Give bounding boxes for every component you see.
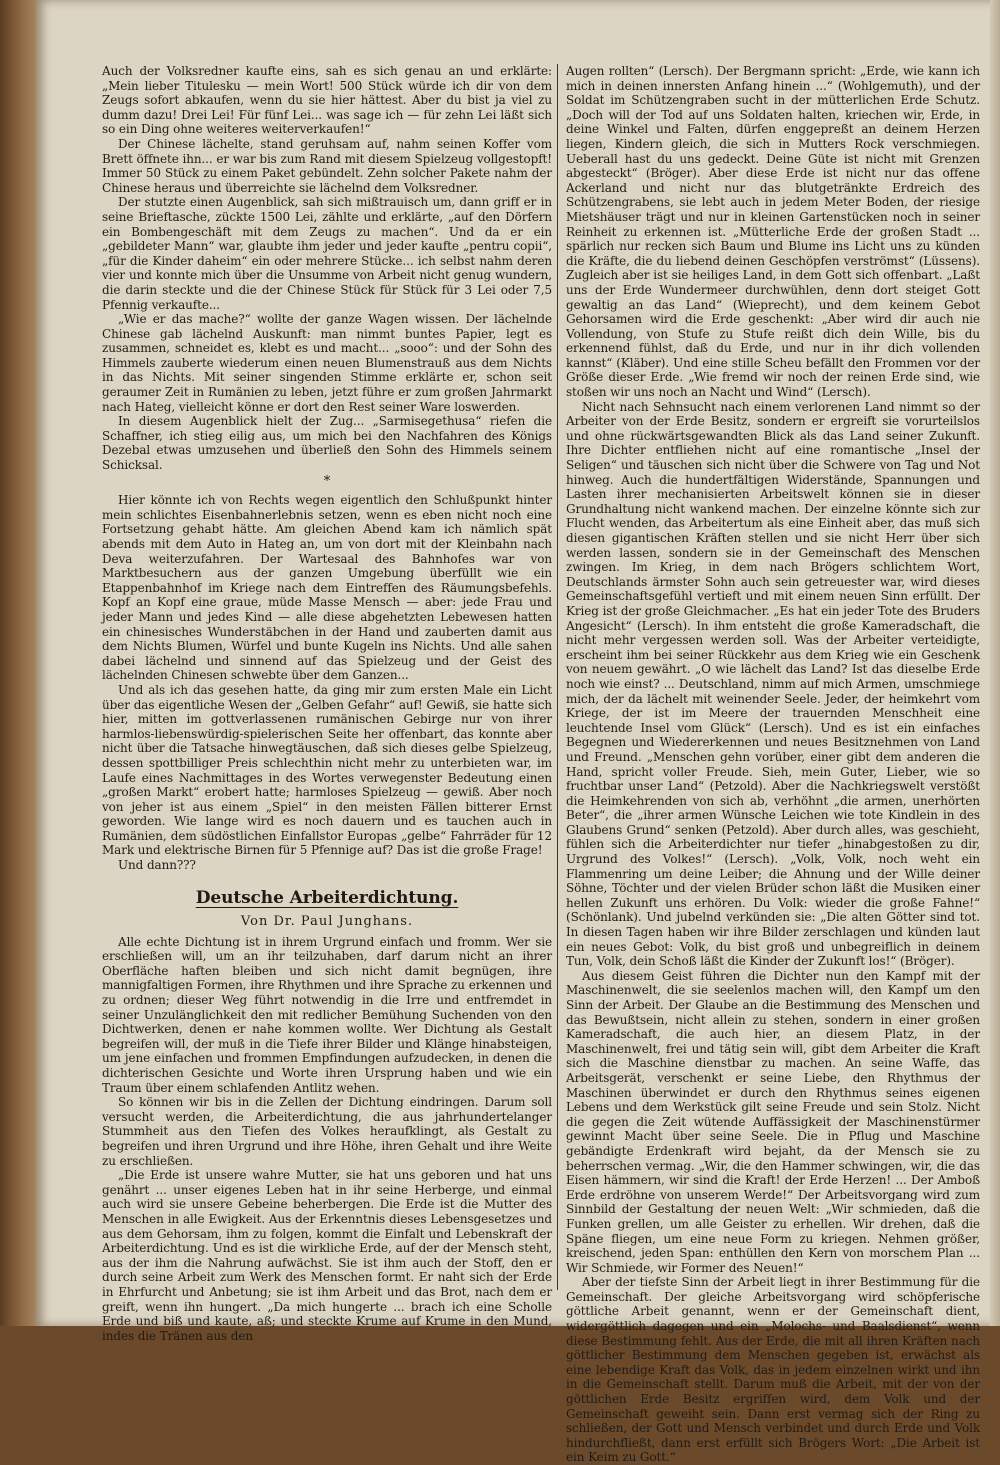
paragraph: Aus diesem Geist führen die Dichter nun den Kampf mit der Maschinenwelt, die sie seelenlos machen will, den Kampf um den Sinn der Arbeit. Der Glaube an die Bestimmung des Menschen und das Bewußtsein, nicht allein zu stehen, sondern in einer großen Kameradschaft, die auch hier, an diesem Platz, in der Maschinenwelt, frei und tätig sein will, gibt dem Arbeiter die Kraft sich die Maschine dienstbar zu machen. An seine Waffe, das Arbeitsgerät, verschenkt er seine Liebe, den Rhythmus der Maschinen überwindet er durch den Rhythmus seines eigenen Lebens und dem Werkstück gilt seine Freude und sein Stolz. Nicht die gegen die Zeit wütende Auffässigkeit der Maschinenstürmer gewinnt Macht über seine Seele. Die in Pflug und Maschine gebändigte Erdenkraft wird bejaht, da der Mensch sie zu beherrschen vermag. „Wir, die den Hammer schwingen, wir, die das Eisen hämmern, wir sind die Kraft! der Erde Herzen! ... Der Amboß Erde erdröhne von unserem Werde!“ Der Arbeitsvorgang wird zum Sinnbild der Gestaltung der neuen Welt: „Wir schmieden, daß die Funken grellen, um alle Geister zu erhellen. Wir drehen, daß die Späne fliegen, um eine neue Form zu kriegen. Nehmen größer, kreischend, jeden Span: enthüllen den Kern von morschem Plan ... Wir Schmiede, wir Former des Neuen!“ [566, 968, 980, 1275]
paragraph: Der Chinese lächelte, stand geruhsam auf, nahm seinen Koffer vom Brett öffnete ihn... er war bis zum Rand mit diesem Spielzeug vollgestopft! Immer 50 Stück zu einem Paket gebündelt. Zehn solcher Pakete nahm der Chinese heraus und überreichte sie lächelnd dem Volksredner. [102, 136, 552, 195]
paragraph: Alle echte Dichtung ist in ihrem Urgrund einfach und fromm. Wer sie erschließen will, um an ihr teilzuhaben, darf darum nicht an ihrer Oberfläche haften bleiben und sich nicht damit begnügen, ihre mannigfaltigen Formen, ihre Rhythmen und ihre Sprache zu erkennen und zu ordnen; dieser Weg führt notwendig in die Irre und entfremdet in seiner Unzulänglichkeit den mit redlicher Bemühung Suchenden von den Dichtwerken, denen er nahe kommen wollte. Wer Dichtung als Gestalt begreifen will, der muß in die Tiefe ihrer Bilder und Klänge hinabsteigen, um jene einfachen und frommen Empfindungen aufzudecken, in denen die dichterischen Gesichte und Worte ihren Ursprung haben und wie ein Traum über einem schlafenden Antlitz wehen. [102, 934, 552, 1095]
paragraph: Der stutzte einen Augenblick, sah sich mißtrauisch um, dann griff er in seine Brieftasche, zückte 1500 Lei, zählte und erklärte, „auf den Dörfern ein Bombengeschäft mit dem Zeugs zu machen“. Und da er ein „gebildeter Mann“ war, glaubte ihm jeder und jeder kaufte „pentru copii“, „für die Kinder daheim“ ein oder mehrere Stücke... ich selbst nahm deren vier und konnte mich über die Unsumme von Arbeit nicht genug wundern, die darin steckte und die der Chinese Stück für Stück für 3 Lei oder 7,5 Pfennig verkaufte... [102, 195, 552, 312]
right-column [566, 64, 980, 1465]
paragraph: Nicht nach Sehnsucht nach einem verlorenen Land nimmt so der Arbeiter von der Erde Besitz, sondern er ergreift sie vorurteilslos und ohne rückwärtsgewandten Blick als das Land seiner Zukunft. Ihre Dichter entfliehen nicht auf eine romantische „Insel der Seligen“ und täuschen sich nicht über die Schwere von Tag und Not hinweg. Auch die hundertfältigen Widerstände, Spannungen und Lasten ihrer mechanisierten Arbeitswelt können sie in dieser Grundhaltung nicht wankend machen. Der einzelne könnte sich zur Flucht wenden, das Arbeitertum als eine Einheit aber, das muß sich diesen gigantischen Kräften stellen und sie nicht Herr über sich werden lassen, sondern sie in der Gemeinschaft des Menschen zwingen. Im Krieg, in dem nach Brögers schlichtem Wort, Deutschlands ärmster Sohn auch sein getreuester war, wird dieses Gemeinschaftsgefühl vertieft und mit einem neuen Sinn erfüllt. Der Krieg ist der große Gleichmacher. „Es hat ein jeder Tote des Bruders Angesicht“ (Lersch). In ihm entsteht die große Kameradschaft, die nicht mehr vergessen werden soll. Was der Arbeiter verteidigte, erscheint ihm bei seiner Rückkehr aus dem Krieg wie ein Geschenk von neuem gewährt. „O wie lächelt das Land? Ist das dieselbe Erde noch wie einst? ... Deutschland, nimm auf mich Armen, umschmiege mich, der da lächelt mit weinender Seele. Jeder, der heimkehrt vom Kriege, der ist im Meere der trauernden Menschheit eine leuchtende Insel vom Glück“ (Lersch). Und es ist ein einfaches Begegnen und Wiedererkennen und neues Besitznehmen von Land und Freund. „Menschen gehn vorüber, einer gibt dem anderen die Hand, spricht voller Freude. Sieh, mein Guter, Lieber, wie so fruchtbar unser Land“ (Petzold). Aber die Nachkriegswelt verstößt die Heimkehrenden von sich ab, verhöhnt „die armen, unerhörten Beter“, die „ihrer armen Wünsche Leichen wie tote Kindlein in des Glaubens Grund“ senken (Petzold). Aber durch alles, was geschieht, fühlen sich die Arbeiterdichter nur tiefer „hinabgestoßen zu dir, Urgrund des Volkes!“ (Lersch). „Volk, Volk, noch weht ein Flammenring um deine Leiber; die Ahnung und der Wille deiner Söhne, Töchter und der vielen Brüder schon läßt die Musiken einer hellen Zukunft uns erhören. Du Volk: wieder die große Fahne!“ (Schönlank). Und jubelnd verkünden sie: „Die alten Götter sind tot. In diesen Tagen haben wir ihre Bilder zerschlagen und künden laut ein neues Gebot: Volk, du bist groß und unbegreiflich in deinem Tun, Volk, dein Schoß läßt die Kinder der Zukunft los!“ (Bröger). [566, 399, 980, 969]
paragraph: So können wir bis in die Zellen der Dichtung eindringen. Darum soll versucht werden, die Arbeiterdichtung, die aus jahrhundertelanger Stummheit aus den Tiefen des Volkes heraufklingt, als Gestalt zu begreifen und ihren Urgrund und ihre Höhe, ihren Gehalt und ihre Weite zu erschließen. [102, 1095, 552, 1168]
paragraph: Und als ich das gesehen hatte, da ging mir zum ersten Male ein Licht über das eigentliche Wesen der „Gelben Gefahr“ auf! Gewiß, sie hatte sich hier, mitten im gottverlassenen rumänischen Gebirge nur von ihrer harmlos-liebenswürdig-spielerischen Seite her offenbart, das konnte aber nicht über die Tatsache hinwegtäuschen, daß sich dieses gelbe Spielzeug, dessen spottbilliger Preis schlechthin nicht mehr zu unterbieten war, im Laufe eines Nachmittages in des Wortes verwegenster Bedeutung einen „großen Markt“ erobert hatte; harmloses Spielzeug — gewiß. Aber noch von jeher ist aus einem „Spiel“ in den meisten Fällen bitterer Ernst geworden. Wie lange wird es noch dauern und es tauchen auch in Rumänien, dem südöstlichen Einfallstor Europas „gelbe“ Fahrräder für 12 Mark und elektrische Birnen für 5 Pfennige auf? Das ist die große Frage! [102, 682, 552, 858]
left-column [102, 64, 552, 1343]
book-binding [0, 0, 36, 1326]
paragraph: Auch der Volksredner kaufte eins, sah es sich genau an und erklärte: „Mein lieber Titulesku — mein Wort! 500 Stück würde ich dir von dem Zeugs sofort abkaufen, wenn du sie hier hättest. Aber du bist ja viel zu dumm dazu! Drei Lei! Für fünf Lei... was sage ich — für zehn Lei läßt sich so ein Ding ohne weiteres weiterverkaufen!“ [102, 64, 552, 137]
page-edge [990, 0, 1000, 1326]
closing-line: Und dann??? [118, 858, 196, 873]
paragraph: Aber der tiefste Sinn der Arbeit liegt in ihrer Bestimmung für die Gemeinschaft. Der gleiche Arbeitsvorgang wird schöpferische göttliche Arbeit genannt, wenn er der Gemeinschaft dient, widergöttlich dagegen und ein „Molochs- und Baalsdienst“, wenn diese Bestimmung fehlt. Aus der Erde, die mit all ihren Kräften nach göttlicher Bestimmung dem Menschen gegeben ist, erwächst als eine lebendige Kraft das Volk, das in jedem einzelnen wirkt und ihn in die Gemeinschaft stellt. Darum muß die Arbeit, mit der von der göttlichen Erde Besitz ergriffen wird, dem Volk und der Gemeinschaft geweiht sein. Dann erst vermag sich der Ring zu schließen, der Gott und Mensch verbindet und durch Erde und Volk hindurchfließt, dann erst erfüllt sich Brögers Wort: „Die Arbeit ist ein Keim zu Gott.“ [566, 1275, 980, 1465]
paragraph: Hier könnte ich von Rechts wegen eigentlich den Schlußpunkt hinter mein schlichtes Eisenbahnerlebnis setzen, wenn es eben nicht noch eine Fortsetzung gehabt hätte. Am gleichen Abend kam ich nämlich spät abends mit dem Auto in Hateg an, um von dort mit der Kleinbahn nach Deva weiterzufahren. Der Wartesaal des Bahnhofes war von Marktbesuchern aus der ganzen Umgebung überfüllt wie ein Etappenbahnhof im Kriege nach dem Eintreffen des Räumungsbefehls. Kopf an Kopf eine graue, müde Masse Mensch — aber: jede Frau und jeder Mann und jedes Kind — alle diese abgehetzten Lebewesen hatten ein chinesisches Wunderstäbchen in der Hand und zauberten damit aus dem Nichts Blumen, Würfel und bunte Kugeln ins Nichts. Und alle sahen dabei lächelnd und sinnend auf das Spielzeug und der Geist des lächelnden Chinesen schwebte über dem Ganzen... [102, 493, 552, 683]
article-title: Deutsche Arbeiterdichtung. [195, 887, 459, 908]
paragraph: In diesem Augenblick hielt der Zug... „Sarmisegethusa“ riefen die Schaffner, ich stieg eilig aus, um mich bei den Nachfahren des Königs Dezebal etwas umzusehen und überließ den Sohn des Himmels seinem Schicksal. [102, 414, 552, 473]
column-divider [557, 64, 558, 1290]
article-byline: Von Dr. Paul Junghans. [240, 913, 414, 929]
paragraph: „Wie er das mache?“ wollte der ganze Wagen wissen. Der lächelnde Chinese gab lächelnd Auskunft: man nimmt buntes Papier, legt es zusammen, schneidet es, klebt es und macht... „sooo“: und der Sohn des Himmels zauberte wiederum einen neuen Blumenstrauß aus dem Nichts in das Nichts. Mit seiner singenden Stimme erklärte er, schon seit geraumer Zeit in Rumänien zu leben, jetzt führe er zum großen Jahrmarkt nach Hateg, vielleicht könne er dort den Rest seiner Ware loswerden. [102, 312, 552, 414]
paragraph: Augen rollten“ (Lersch). Der Bergmann spricht: „Erde, wie kann ich mich in deinen innersten Anfang hinein ...“ (Wohlgemuth), und der Soldat im Schützengraben sucht in der mütterlichen Erde Schutz. „Doch will der Tod auf uns Soldaten halten, kriechen wir, Erde, in deine Winkel und Falten, dürfen enggepreßt an deinem Herzen liegen, Kindern gleich, die sich in Mutters Rock verschmiegen. Ueberall hast du uns gedeckt. Deine Güte ist nicht mit Grenzen abgesteckt“ (Bröger). Aber diese Erde ist nicht nur das offene Ackerland und nicht nur das blutgetränkte Erdreich des Schützengrabens, sie lebt auch in jedem Meter Boden, der riesige Mietshäuser trägt und nur in kleinen Gartenstücken noch in seiner Reinheit zu erkennen ist. „Mütterliche Erde der großen Stadt ... spärlich nur recken sich Baum und Blume ins Licht uns zu künden die Kräfte, die du liebend deinen Geschöpfen verströmst“ (Lüssens). Zugleich aber ist sie heiliges Land, in dem Gott sich offenbart. „Laßt uns der Erde Wundermeer durchwühlen, denn dort steiget Gott gewaltig an das Land“ (Wieprecht), und dem keinem Gebot Gehorsamen wird die Erde geschenkt: „Aber wird dir auch nie Vollendung, von Stufe zu Stufe reißt dich dein Wille, bis du erkennend fühlst, daß du Erde, und nur in ihr dich vollenden kannst“ (Kläber). Und eine stille Scheu befällt den Frommen vor der Größe dieser Erde. „Wie fremd wir noch der reinen Erde sind, wie stoßen wir uns noch an Nacht und Wind“ (Lersch). [566, 64, 980, 400]
paragraph: „Die Erde ist unsere wahre Mutter, sie hat uns geboren und hat uns genährt ... unser eigenes Leben hat in ihr seine Herberge, und einmal auch wird sie unsere Gebeine beherbergen. Die Erde ist die Mutter des Menschen in alle Ewigkeit. Aus der Erkenntnis dieses Lebensgesetzes und aus dem Gehorsam, ihm zu folgen, kommt die Einfalt und Lebenskraft der Arbeiterdichtung. Und es ist die wirkliche Erde, auf der der Mensch steht, aus der ihm die Nahrung aufwächst. Sie ist ihm auch der Stoff, den er durch seine Arbeit zum Werk des Menschen formt. Er naht sich der Erde in Ehrfurcht und Anbetung; sie ist ihm Arbeit und das Brot, nach dem er greift, wenn ihn hungert. „Da mich hungerte ... brach ich eine Scholle Erde und biß und kaute, aß; und steckte Krume auf Krume in den Mund, indes die Tränen aus den [102, 1168, 552, 1343]
section-separator: * [323, 473, 331, 489]
